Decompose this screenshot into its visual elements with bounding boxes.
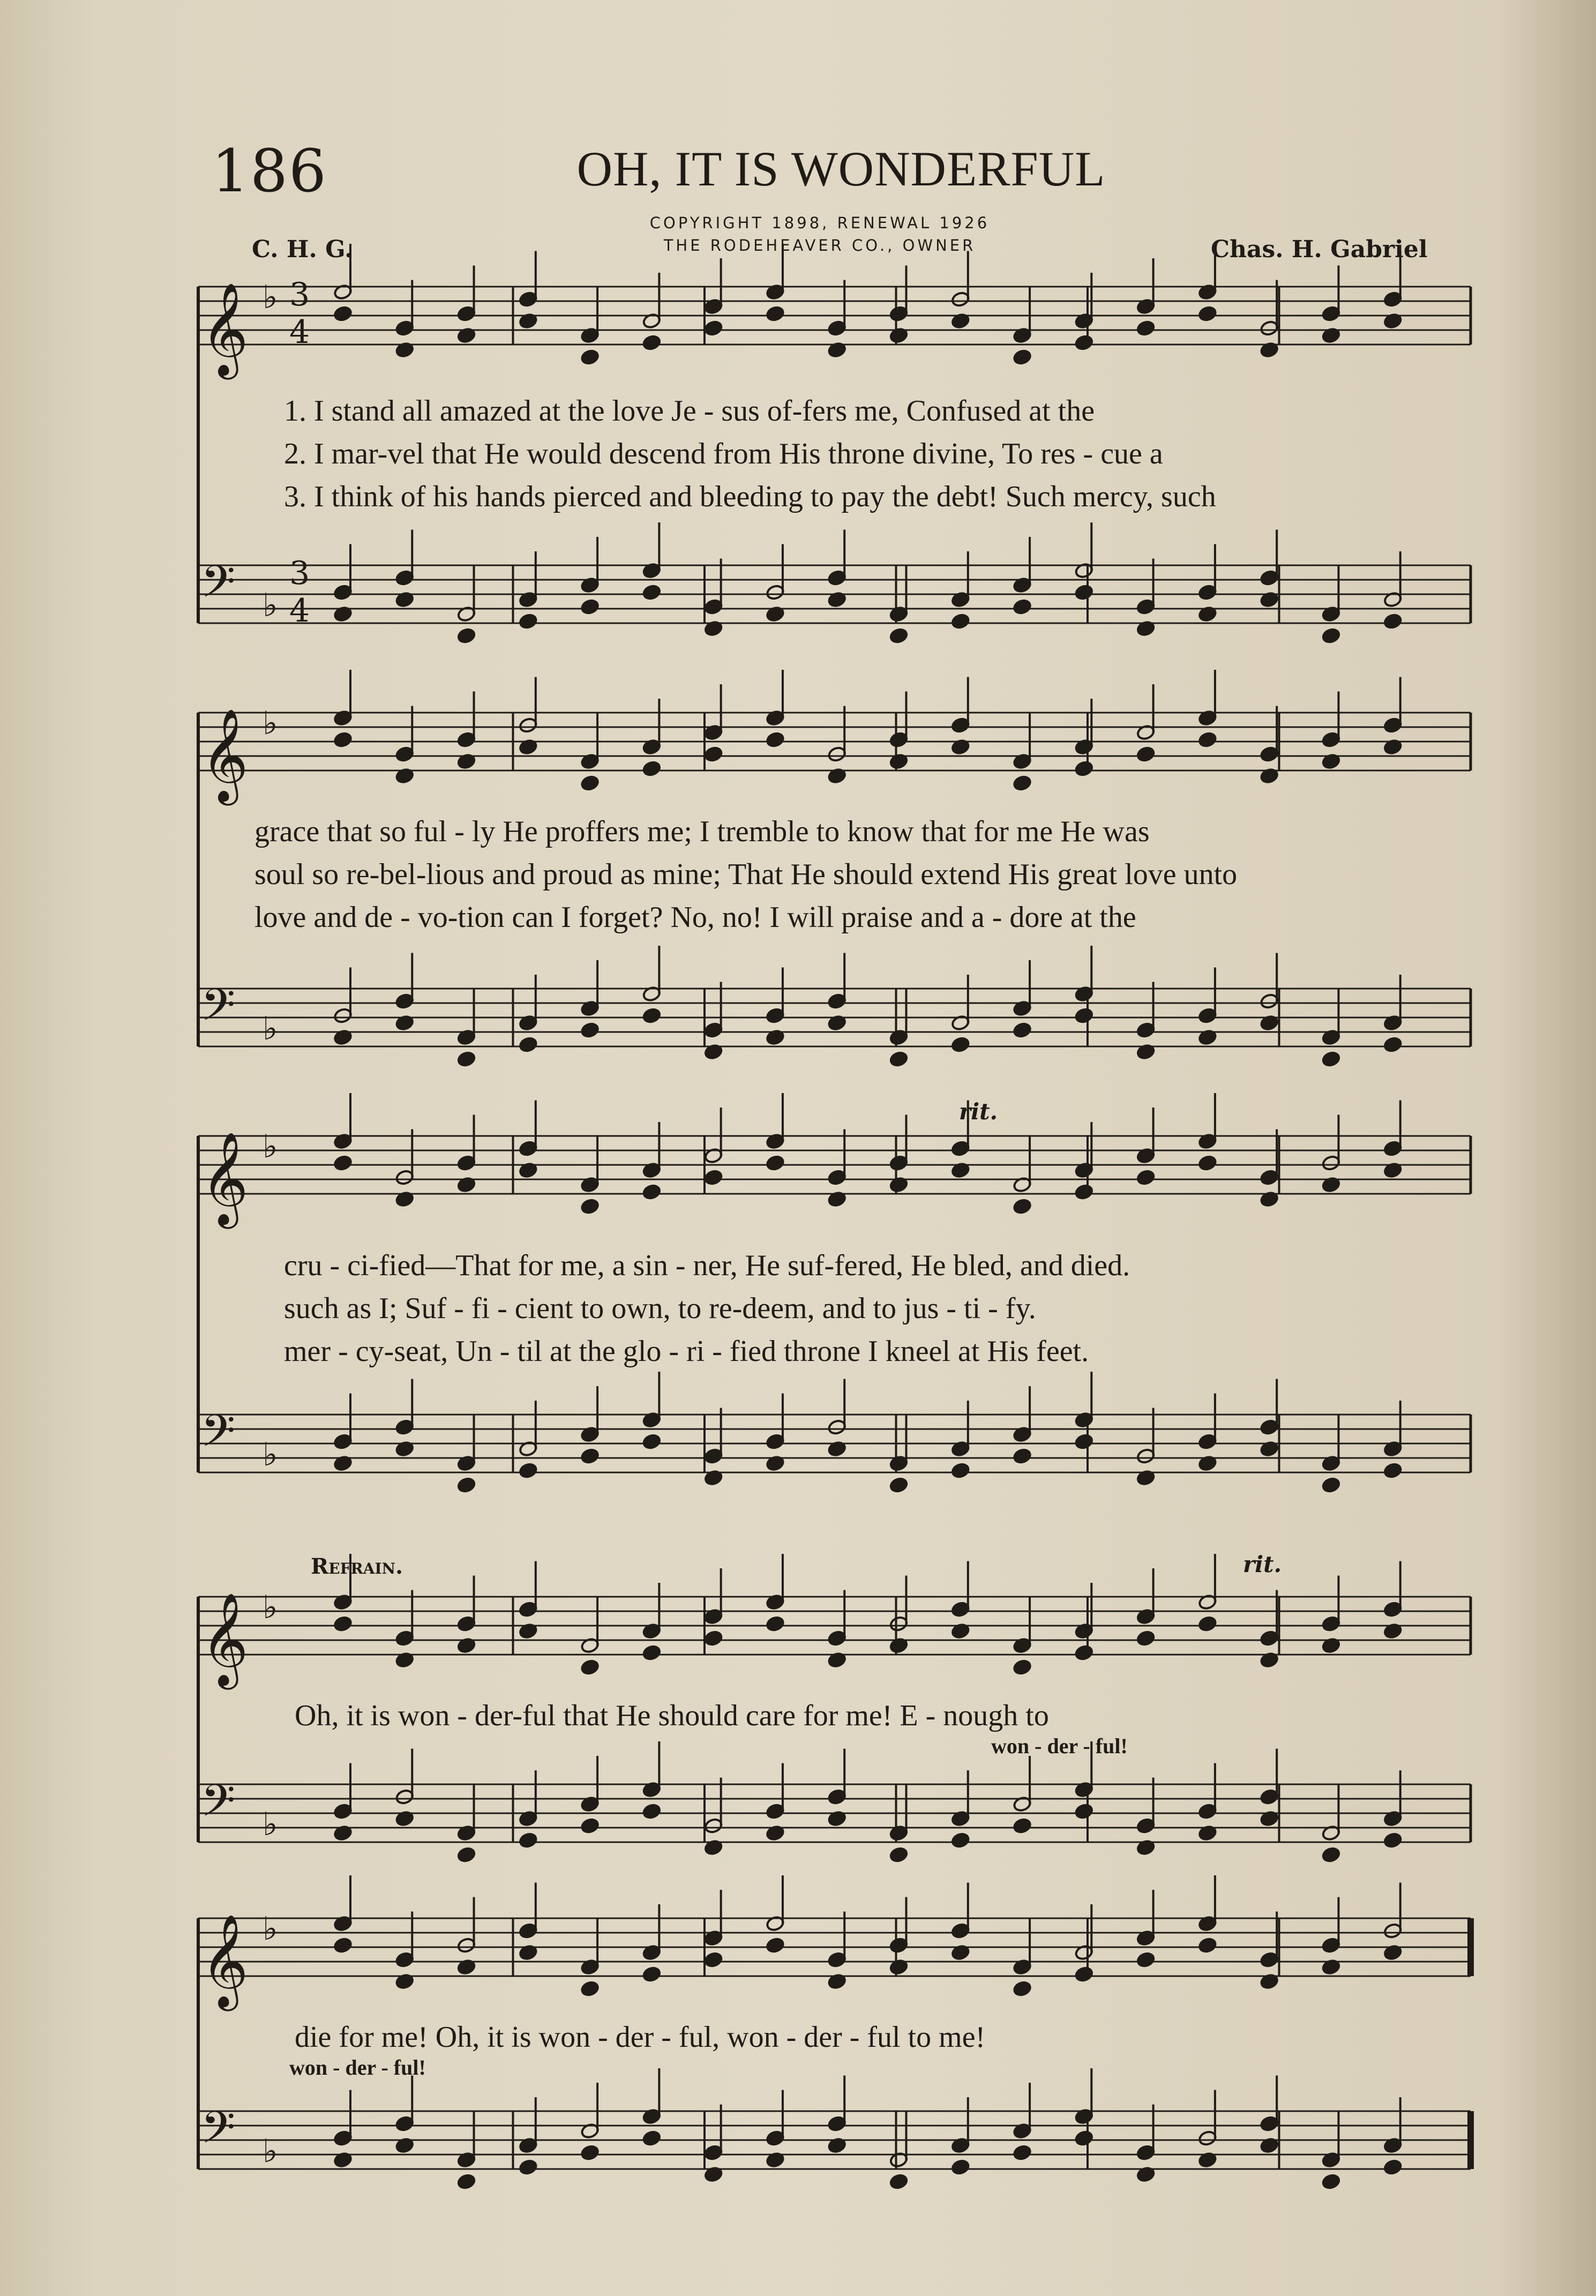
flat-key-signature: ♭ (263, 1806, 278, 1843)
note-head (1198, 305, 1217, 322)
note-head (889, 627, 909, 644)
note-head (642, 1644, 662, 1661)
treble-clef: 𝄞 (201, 708, 249, 802)
flat-key-signature: ♭ (263, 587, 278, 624)
note-head (1383, 1462, 1403, 1479)
note-head (1383, 613, 1403, 630)
note-head (766, 1937, 785, 1954)
note-head (1322, 627, 1341, 644)
note-head (333, 1155, 353, 1171)
treble-clef: 𝄞 (201, 1592, 249, 1686)
note-head (580, 349, 600, 365)
refrain-line1-bass: won - der - ful! (991, 1734, 1128, 1758)
flat-key-signature: ♭ (263, 1010, 278, 1048)
flat-key-signature: ♭ (263, 705, 278, 742)
note-head (766, 731, 785, 748)
note-head (1074, 1966, 1093, 1983)
note-head (457, 2173, 476, 2190)
note-head (457, 627, 476, 644)
note-head (1013, 599, 1032, 615)
note-head (580, 775, 600, 791)
note-head (1136, 746, 1156, 762)
note-head (889, 1051, 909, 1067)
note-head (1074, 2130, 1093, 2147)
note-head (1013, 775, 1032, 791)
bass-clef: 𝄢 (201, 556, 236, 618)
flat-key-signature: ♭ (263, 1589, 278, 1626)
note-head (704, 1169, 723, 1186)
time-signature-bottom: 4 (289, 313, 310, 351)
note-head (1074, 1184, 1093, 1200)
treble-clef: 𝄞 (201, 282, 249, 376)
note-head (1198, 1616, 1217, 1632)
note-head (1383, 1832, 1403, 1849)
note-head (1074, 1433, 1093, 1450)
flat-key-signature: ♭ (263, 1436, 278, 1474)
note-head (1136, 320, 1156, 336)
bass-clef: 𝄢 (201, 1775, 236, 1837)
note-head (1013, 1448, 1032, 1464)
note-head (642, 584, 662, 601)
note-head (1013, 1818, 1032, 1834)
note-head (704, 1630, 723, 1647)
time-signature-bottom-bass: 4 (289, 592, 310, 630)
flat-key-signature: ♭ (263, 1128, 278, 1165)
note-head (1198, 1937, 1217, 1954)
note-head (642, 2130, 662, 2147)
verse1-line1: 1. I stand all amazed at the love Je - sus of-fers me, Confused at the (284, 394, 1095, 428)
note-head (1322, 2173, 1341, 2190)
note-head (766, 305, 785, 322)
note-head (580, 1448, 600, 1464)
note-head (642, 760, 662, 777)
note-head (1136, 1951, 1156, 1968)
refrain-label: Refrain. (311, 1554, 403, 1579)
note-head (642, 1966, 662, 1983)
note-head (889, 2173, 909, 2190)
note-head (642, 334, 662, 351)
note-head (889, 1477, 909, 1493)
note-head (580, 1818, 600, 1834)
verse3-line2: love and de - vo-tion can I forget? No, no! I will praise and a - dore at the (254, 901, 1136, 934)
note-head (457, 1051, 476, 1067)
flat-key-signature: ♭ (263, 1910, 278, 1948)
verse2-line2: soul so re-bel-lious and proud as mine; That He should extend His great love unto (254, 858, 1238, 891)
note-head (889, 1846, 909, 1863)
note-head (519, 613, 538, 630)
lyricist-credit: C. H. G. (252, 236, 353, 263)
note-head (580, 599, 600, 615)
note-head (1074, 584, 1093, 601)
refrain-line2-bass: won - der - ful! (289, 2055, 426, 2080)
note-head (951, 613, 970, 630)
note-head (519, 1832, 538, 1849)
note-head (519, 1036, 538, 1053)
note-head (951, 1462, 970, 1479)
owner-line: THE RODEHEAVER CO., OWNER (663, 236, 976, 255)
note-head (580, 1659, 600, 1676)
composer-credit: Chas. H. Gabriel (1211, 236, 1428, 263)
time-signature-top-bass: 3 (289, 555, 310, 592)
note-head (580, 1980, 600, 1997)
refrain-line1: Oh, it is won - der-ful that He should care for me! E - nough to (295, 1699, 1049, 1732)
note-head (1013, 2144, 1032, 2161)
note-head (580, 1198, 600, 1215)
note-head (704, 1951, 723, 1968)
note-head (1074, 1803, 1093, 1820)
note-head (1013, 1022, 1032, 1038)
note-head (1013, 1659, 1032, 1676)
note-head (766, 1155, 785, 1171)
copyright-line: COPYRIGHT 1898, RENEWAL 1926 (649, 214, 990, 232)
note-head (642, 1803, 662, 1820)
note-head (1013, 349, 1032, 365)
note-head (1136, 1630, 1156, 1647)
note-head (1198, 731, 1217, 748)
note-head (1074, 760, 1093, 777)
note-head (580, 2144, 600, 2161)
note-head (333, 1616, 353, 1632)
note-head (457, 1846, 476, 1863)
note-head (642, 1184, 662, 1200)
note-head (1013, 1980, 1032, 1997)
note-head (1074, 1007, 1093, 1024)
ritardando-marking-refrain: rit. (1243, 1551, 1282, 1577)
verse1-line3: cru - ci-fied—That for me, a sin - ner, He suf-fered, He bled, and died. (284, 1249, 1130, 1282)
note-head (951, 1036, 970, 1053)
flat-key-signature: ♭ (263, 2133, 278, 2170)
note-head (457, 1477, 476, 1493)
note-head (1383, 1036, 1403, 1053)
ritardando-marking: rit. (959, 1098, 998, 1125)
note-head (1322, 1051, 1341, 1067)
verse1-line2: grace that so ful - ly He proffers me; I tremble to know that for me He was (254, 815, 1150, 848)
bass-clef: 𝄢 (201, 979, 236, 1042)
treble-clef: 𝄞 (201, 1132, 249, 1225)
verse3-line3: mer - cy-seat, Un - til at the glo - ri - fied throne I kneel at His feet. (284, 1335, 1089, 1368)
note-head (1383, 2159, 1403, 2175)
note-head (333, 305, 353, 322)
note-head (766, 1616, 785, 1632)
note-head (1074, 1644, 1093, 1661)
note-head (1198, 1155, 1217, 1171)
flat-key-signature: ♭ (263, 279, 278, 316)
bass-clef: 𝄢 (201, 2101, 236, 2164)
note-head (951, 1832, 970, 1849)
note-head (704, 320, 723, 336)
note-head (333, 1937, 353, 1954)
note-head (519, 2159, 538, 2175)
note-head (1013, 1198, 1032, 1215)
treble-clef: 𝄞 (201, 1914, 249, 2007)
note-head (1074, 334, 1093, 351)
refrain-line2: die for me! Oh, it is won - der - ful, won - der - ful to me! (295, 2021, 986, 2054)
bass-clef: 𝄢 (201, 1405, 236, 1468)
note-head (1136, 1169, 1156, 1186)
note-head (333, 731, 353, 748)
verse3-line1: 3. I think of his hands pierced and bleeding to pay the debt! Such mercy, such (284, 480, 1216, 513)
note-head (642, 1007, 662, 1024)
note-head (1322, 1846, 1341, 1863)
verse2-line1: 2. I mar-vel that He would descend from His throne divine, To res - cue a (284, 437, 1163, 470)
note-head (642, 1433, 662, 1450)
note-head (704, 746, 723, 762)
note-head (519, 1462, 538, 1479)
note-head (580, 1022, 600, 1038)
note-head (951, 2159, 970, 2175)
hymn-title: OH, IT IS WONDERFUL (576, 141, 1106, 196)
verse2-line3: such as I; Suf - fi - cient to own, to re-deem, and to jus - ti - fy. (284, 1292, 1036, 1325)
time-signature-top: 3 (289, 276, 310, 313)
note-head (1322, 1477, 1341, 1493)
hymn-number: 186 (212, 137, 327, 205)
